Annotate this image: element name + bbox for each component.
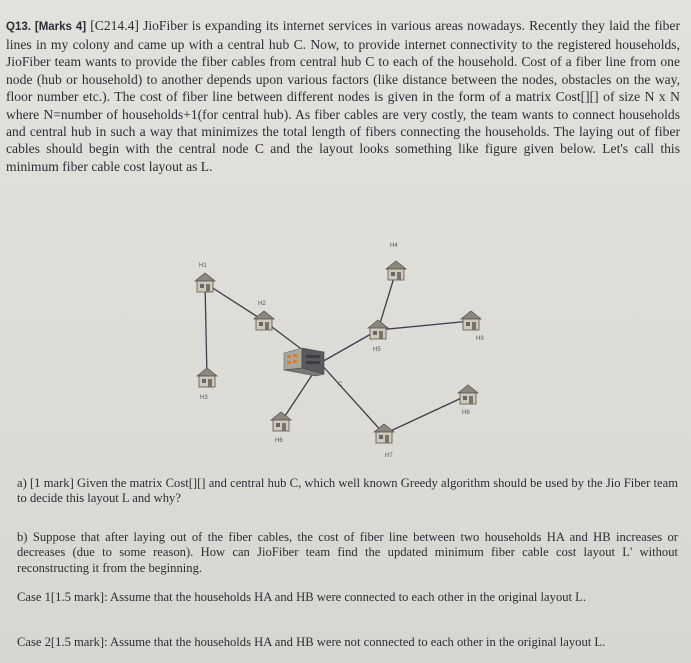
label-h6: H6 <box>275 438 283 444</box>
label-h5: H5 <box>373 347 381 353</box>
house-h2 <box>254 311 274 330</box>
label-h1: H1 <box>199 263 207 269</box>
house-h9 <box>461 311 481 330</box>
fiber-line-h7-h8 <box>384 395 468 434</box>
question-number: Q13. [Marks 4] <box>6 20 87 33</box>
house-h6 <box>271 412 291 431</box>
part-a: a) [1 mark] Given the matrix Cost[][] and central hub C, which well known Greedy algorithm should be used by the Jio Fiber team to decide this layout L and why? <box>17 475 678 506</box>
label-h9: H9 <box>476 336 484 342</box>
fiber-line-h5-h9 <box>378 321 471 330</box>
fiber-line-h1-h2 <box>205 283 264 321</box>
case-2: Case 2[1.5 mark]: Assume that the households HA and HB were not connected to each other in the original layout L. <box>17 634 606 649</box>
case-1: Case 1[1.5 mark]: Assume that the households HA and HB were connected to each other in the original layout L. <box>17 589 587 604</box>
fiber-line-c-h5 <box>320 330 378 363</box>
label-h3: H3 <box>200 395 208 401</box>
fiber-lines <box>205 271 471 434</box>
part-b: b) Suppose that after laying out of the fiber cables, the cost of fiber line between two households HA and HB increases or decreases (due to some reason). How can JioFiber team find the updated minimum fiber cable cost layout L' without reconstructing it from the beginning. <box>17 529 678 575</box>
house-h4 <box>386 261 406 280</box>
house-h3 <box>197 368 217 387</box>
label-h4: H4 <box>390 243 398 249</box>
house-h8 <box>458 385 478 404</box>
fiber-line-h1-h3 <box>205 283 207 378</box>
question-text: [C214.4] JioFiber is expanding its internet services in various areas nowadays. Recently they laid the fiber lines in my colony and came up with a central hub C. Now, to provide internet connectivity to the registered households, JioFiber team wants to provide the fiber cables from central hub C to each of the household. Cost of a fiber line from one node (hub or household) to another depends upon various factors (like distance between the nodes, obstacles on the way, floor number etc.). The cost of fiber line between different nodes is given in the form of a matrix Cost[][] of size N x N where N=number of households+1(for central hub). As fiber cables are very costly, the team wants to connect households and central hub in such a way that minimizes the total length of fibers connecting the households. The laying out of fiber cables should begin with the central node C and the layout looks something like figure given below. Let's call this minimum fiber cable cost layout as L. <box>6 17 680 174</box>
question-intro <box>6 17 680 176</box>
central-hub <box>284 348 324 376</box>
fiber-layout-diagram <box>150 233 520 463</box>
fiber-line-c-h7 <box>320 363 384 434</box>
label-h8: H8 <box>462 410 470 416</box>
label-h2: H2 <box>258 301 266 307</box>
house-h1 <box>195 273 215 292</box>
house-h5 <box>368 320 388 339</box>
label-h7: H7 <box>385 453 393 459</box>
hub-label: C <box>338 382 343 388</box>
